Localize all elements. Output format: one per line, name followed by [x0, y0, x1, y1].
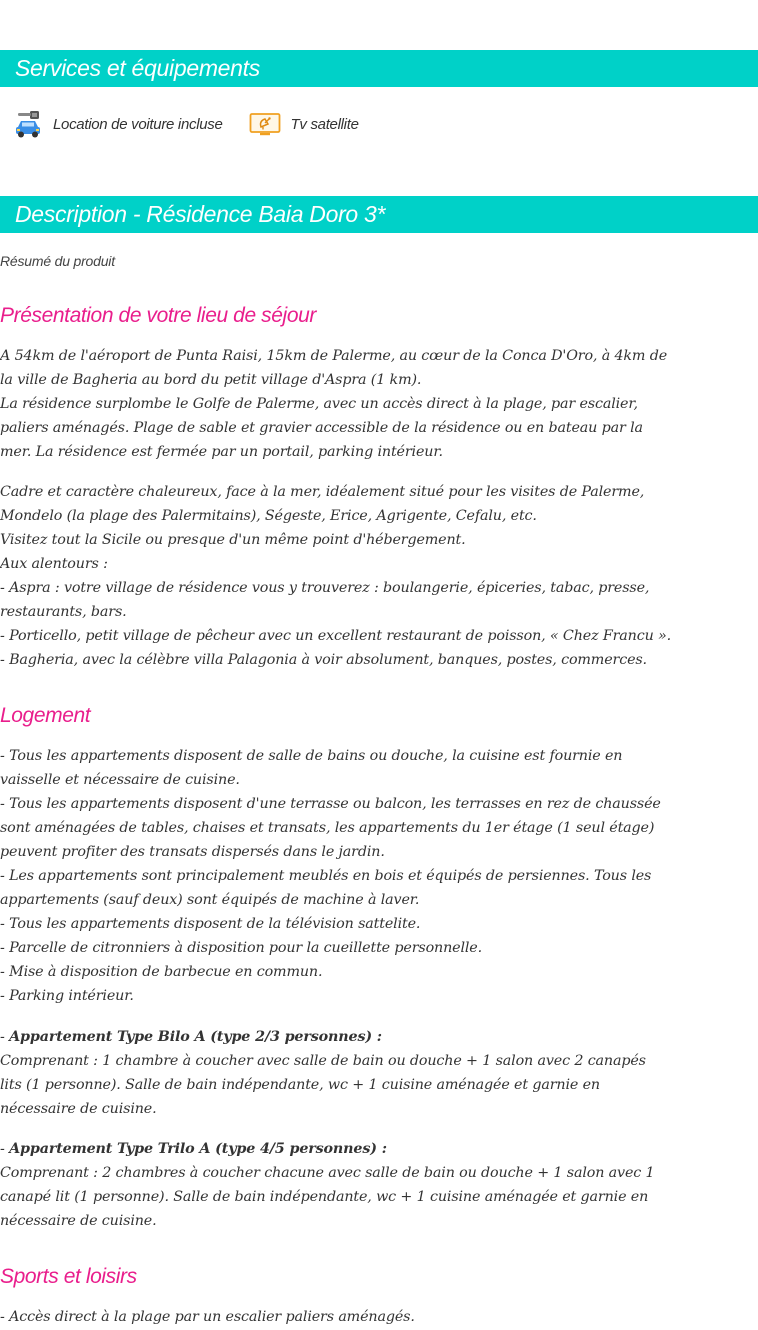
text-line: Cadre et caractère chaleureux, face à la mer, idéalement situé pour les visites de Palerme, [0, 484, 645, 500]
text-line: nécessaire de cuisine. [0, 1101, 157, 1117]
text-line: peuvent profiter des transats dispersés dans le jardin. [0, 844, 385, 860]
services-section-title: Services et équipements [0, 50, 758, 87]
service-item-satellite-tv [249, 111, 359, 137]
service-label: Tv satellite [290, 115, 359, 133]
text-line: - Parcelle de citronniers à disposition pour la cueillette personnelle. [0, 940, 482, 956]
text-line: - Parking intérieur. [0, 988, 134, 1004]
logement-paragraph [0, 744, 758, 1008]
text-line: La résidence surplombe le Golfe de Palerme, avec un accès direct à la plage, par escalier, [0, 396, 638, 412]
description-section-title: Description - Résidence Baia Doro 3* [0, 196, 758, 233]
text-line: Aux alentours : [0, 556, 108, 572]
text-line: mer. La résidence est fermée par un portail, parking intérieur. [0, 444, 443, 460]
text-line: appartements (sauf deux) sont équipés de machine à laver. [0, 892, 420, 908]
text-line: Comprenant : 2 chambres à coucher chacune avec salle de bain ou douche + 1 salon avec 1 [0, 1165, 655, 1181]
presentation-paragraph-2 [0, 480, 758, 672]
text-line: - Tous les appartements disposent de salle de bains ou douche, la cuisine est fournie en [0, 748, 623, 764]
presentation-heading: Présentation de votre lieu de séjour [0, 304, 316, 327]
trilo-apartment-description [0, 1137, 758, 1233]
car-rental-icon [14, 109, 42, 139]
satellite-tv-icon [249, 111, 281, 137]
text-line: la ville de Bagheria au bord du petit village d'Aspra (1 km). [0, 372, 422, 388]
text-line: - Appartement Type Trilo A (type 4/5 personnes) : [0, 1141, 387, 1157]
presentation-paragraph-1 [0, 344, 758, 464]
text-line: restaurants, bars. [0, 604, 127, 620]
text-line: - Accès direct à la plage par un escalier paliers aménagés. [0, 1309, 415, 1325]
text-line: sont aménagées de tables, chaises et transats, les appartements du 1er étage (1 seul étage) [0, 820, 655, 836]
bilo-apartment-description [0, 1025, 758, 1121]
text-line: Visitez tout la Sicile ou presque d'un même point d'hébergement. [0, 532, 466, 548]
product-summary-label: Résumé du produit [0, 253, 115, 269]
text-line: Comprenant : 1 chambre à coucher avec salle de bain ou douche + 1 salon avec 2 canapés [0, 1053, 646, 1069]
service-item-car-rental [14, 109, 223, 139]
services-list [14, 108, 385, 140]
text-line: Mondelo (la plage des Palermitains), Ségeste, Erice, Agrigente, Cefalu, etc. [0, 508, 537, 524]
text-line: vaisselle et nécessaire de cuisine. [0, 772, 240, 788]
logement-heading: Logement [0, 704, 91, 727]
bilo-apartment-heading: Appartement Type Bilo A (type 2/3 personnes) : [9, 1029, 382, 1045]
text-line: nécessaire de cuisine. [0, 1213, 157, 1229]
text-line: - Aspra : votre village de résidence vous y trouverez : boulangerie, épiceries, tabac, presse, [0, 580, 650, 596]
text-line: - Tous les appartements disposent de la télévision sattelite. [0, 916, 421, 932]
text-line: canapé lit (1 personne). Salle de bain indépendante, wc + 1 cuisine aménagée et garnie en [0, 1189, 649, 1205]
sports-paragraph [0, 1305, 758, 1329]
text-line: A 54km de l'aéroport de Punta Raisi, 15km de Palerme, au cœur de la Conca D'Oro, à 4km de [0, 348, 668, 364]
text-line: - Appartement Type Bilo A (type 2/3 personnes) : [0, 1029, 382, 1045]
text-line: - Porticello, petit village de pêcheur avec un excellent restaurant de poisson, « Chez Francu ». [0, 628, 672, 644]
text-line: - Mise à disposition de barbecue en commun. [0, 964, 323, 980]
text-line: lits (1 personne). Salle de bain indépendante, wc + 1 cuisine aménagée et garnie en [0, 1077, 600, 1093]
trilo-apartment-heading: Appartement Type Trilo A (type 4/5 personnes) : [9, 1141, 387, 1157]
text-line: - Bagheria, avec la célèbre villa Palagonia à voir absolument, banques, postes, commerces. [0, 652, 647, 668]
text-line: paliers aménagés. Plage de sable et gravier accessible de la résidence ou en bateau par la [0, 420, 643, 436]
text-line: - Tous les appartements disposent d'une terrasse ou balcon, les terrasses en rez de chaussée [0, 796, 661, 812]
sports-heading: Sports et loisirs [0, 1265, 137, 1288]
service-label: Location de voiture incluse [53, 115, 223, 133]
text-line: - Les appartements sont principalement meublés en bois et équipés de persiennes. Tous les [0, 868, 652, 884]
